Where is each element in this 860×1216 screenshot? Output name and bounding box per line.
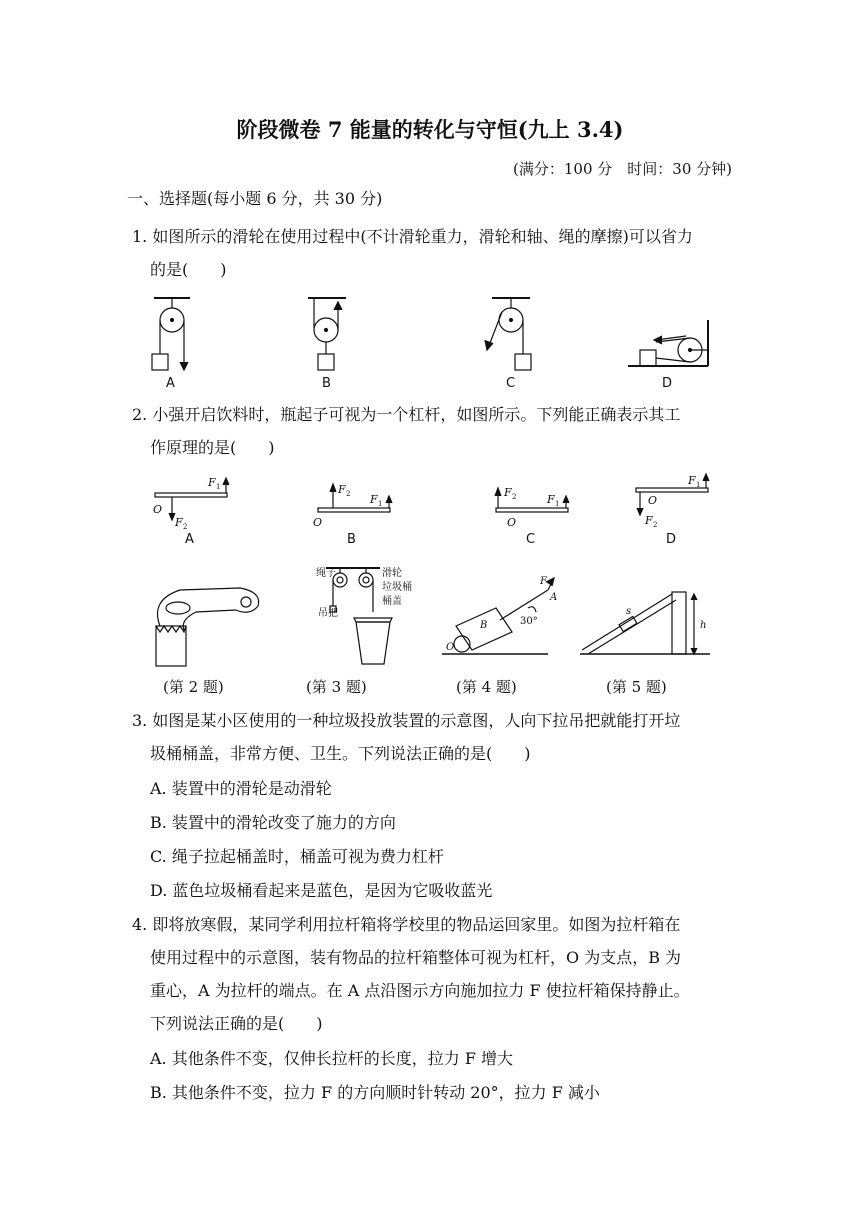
q4-stem-line1: 4. 即将放寒假，某同学利用拉杆箱将学校里的物品运回家里。如图为拉杆箱在 [132, 915, 681, 934]
q4-o-label: O [446, 642, 455, 653]
q1-label-b: B [322, 376, 331, 391]
q2a-f2-label: F [175, 516, 183, 529]
q2d-f1-sub: 1 [696, 481, 701, 489]
section-heading: 一、选择题(每小题 6 分，共 30 分) [127, 189, 383, 208]
q1-label-c: C [506, 376, 516, 391]
q3-stem-line2: 圾桶桶盖，非常方便、卫生。下列说法正确的是( ) [150, 744, 531, 763]
q3-bin-label: 垃圾桶 [382, 582, 412, 593]
q3-rope-label: 绳子 [316, 568, 336, 579]
q1-label-d: D [662, 376, 673, 391]
q4-angle-label: 30° [520, 616, 538, 627]
q2d-f2-label: F [645, 514, 653, 527]
q3-option-d: D. 蓝色垃圾桶看起来是蓝色，是因为它吸收蓝光 [150, 881, 493, 900]
q2d-o-label: O [648, 494, 658, 507]
caption-q5: (第 5 题) [606, 678, 667, 696]
q4-stem-line3: 重心，A 为拉杆的端点。在 A 点沿图示方向施加拉力 F 使拉杆箱保持静止。 [150, 981, 690, 1000]
q2c-f2-label: F [504, 486, 512, 499]
incline-figure [580, 592, 710, 654]
q2a-f2-sub: 2 [183, 523, 188, 531]
q2a-o-label: O [153, 503, 163, 516]
score-time-info: (满分：100 分 时间：30 分钟) [513, 160, 732, 178]
caption-q4: (第 4 题) [456, 678, 517, 696]
q2b-f1-label: F [370, 493, 378, 506]
caption-q3: (第 3 题) [306, 678, 367, 696]
q2d-f2-sub: 2 [653, 521, 658, 529]
q2-label-c: C [526, 532, 536, 547]
q1-figure [0, 292, 860, 392]
q2d-f1-label: F [688, 474, 696, 487]
q2-label-b: B [347, 532, 356, 547]
q1-option-a-diagram [152, 298, 190, 370]
q3-pulley-label: 滑轮 [382, 568, 402, 579]
q3-handle-label: 吊把 [318, 608, 338, 619]
q2a-f1-sub: 1 [216, 483, 221, 491]
q3-stem-line1: 3. 如图是某小区使用的一种垃圾投放装置的示意图，人向下拉吊把就能打开垃 [132, 711, 681, 730]
q2-label-a: A [185, 532, 194, 547]
q3-option-b: B. 装置中的滑轮改变了施力的方向 [150, 813, 396, 832]
q4-stem-line4: 下列说法正确的是( ) [150, 1014, 323, 1033]
q2c-f2-sub: 2 [512, 493, 517, 501]
q1-option-d-diagram [628, 320, 708, 366]
q2-stem-line2: 作原理的是( ) [150, 438, 275, 457]
q2a-f1-label: F [208, 476, 216, 489]
q3-option-c: C. 绳子拉起桶盖时，桶盖可视为费力杠杆 [150, 847, 444, 866]
q2c-f1-sub: 1 [555, 500, 560, 508]
q2b-o-label: O [313, 516, 323, 529]
q2b-f1-sub: 1 [378, 500, 383, 508]
q4-f-label: F [540, 576, 547, 587]
bottle-opener-figure [156, 588, 259, 666]
q3-option-a: A. 装置中的滑轮是动滑轮 [150, 779, 332, 798]
q2c-f1-label: F [547, 493, 555, 506]
q4-option-a: A. 其他条件不变，仅伸长拉杆的长度，拉力 F 增大 [150, 1049, 514, 1068]
q2-figure [0, 472, 860, 552]
q4-stem-line2: 使用过程中的示意图，装有物品的拉杆箱整体可视为杠杆，O 为支点，B 为 [150, 948, 682, 967]
q4-option-b: B. 其他条件不变，拉力 F 的方向顺时针转动 20°，拉力 F 减小 [150, 1083, 600, 1102]
q2c-o-label: O [507, 516, 517, 529]
figures-row [0, 560, 860, 670]
page-title: 阶段微卷 7 能量的转化与守恒(九上 3.4) [236, 117, 624, 142]
q1-label-a: A [166, 376, 175, 391]
q4-a-label: A [550, 592, 558, 603]
q2b-f2-sub: 2 [346, 490, 351, 498]
q3-lid-label: 桶盖 [382, 596, 402, 607]
q2b-f2-label: F [338, 483, 346, 496]
q1-stem-line2: 的是( ) [150, 260, 227, 279]
q2-label-d: D [666, 532, 677, 547]
q4-b-label: B [480, 620, 488, 631]
q2-stem-line1: 2. 小强开启饮料时，瓶起子可视为一个杠杆，如图所示。下列能正确表示其工 [132, 405, 681, 424]
q5-h-label: h [700, 620, 707, 631]
q1-stem-line1: 1. 如图所示的滑轮在使用过程中(不计滑轮重力，滑轮和轴、绳的摩擦)可以省力 [132, 227, 693, 246]
q1-option-c-diagram [485, 298, 531, 370]
q5-s-label: s [626, 606, 632, 617]
caption-q2: (第 2 题) [163, 678, 224, 696]
q1-option-b-diagram [308, 298, 346, 370]
